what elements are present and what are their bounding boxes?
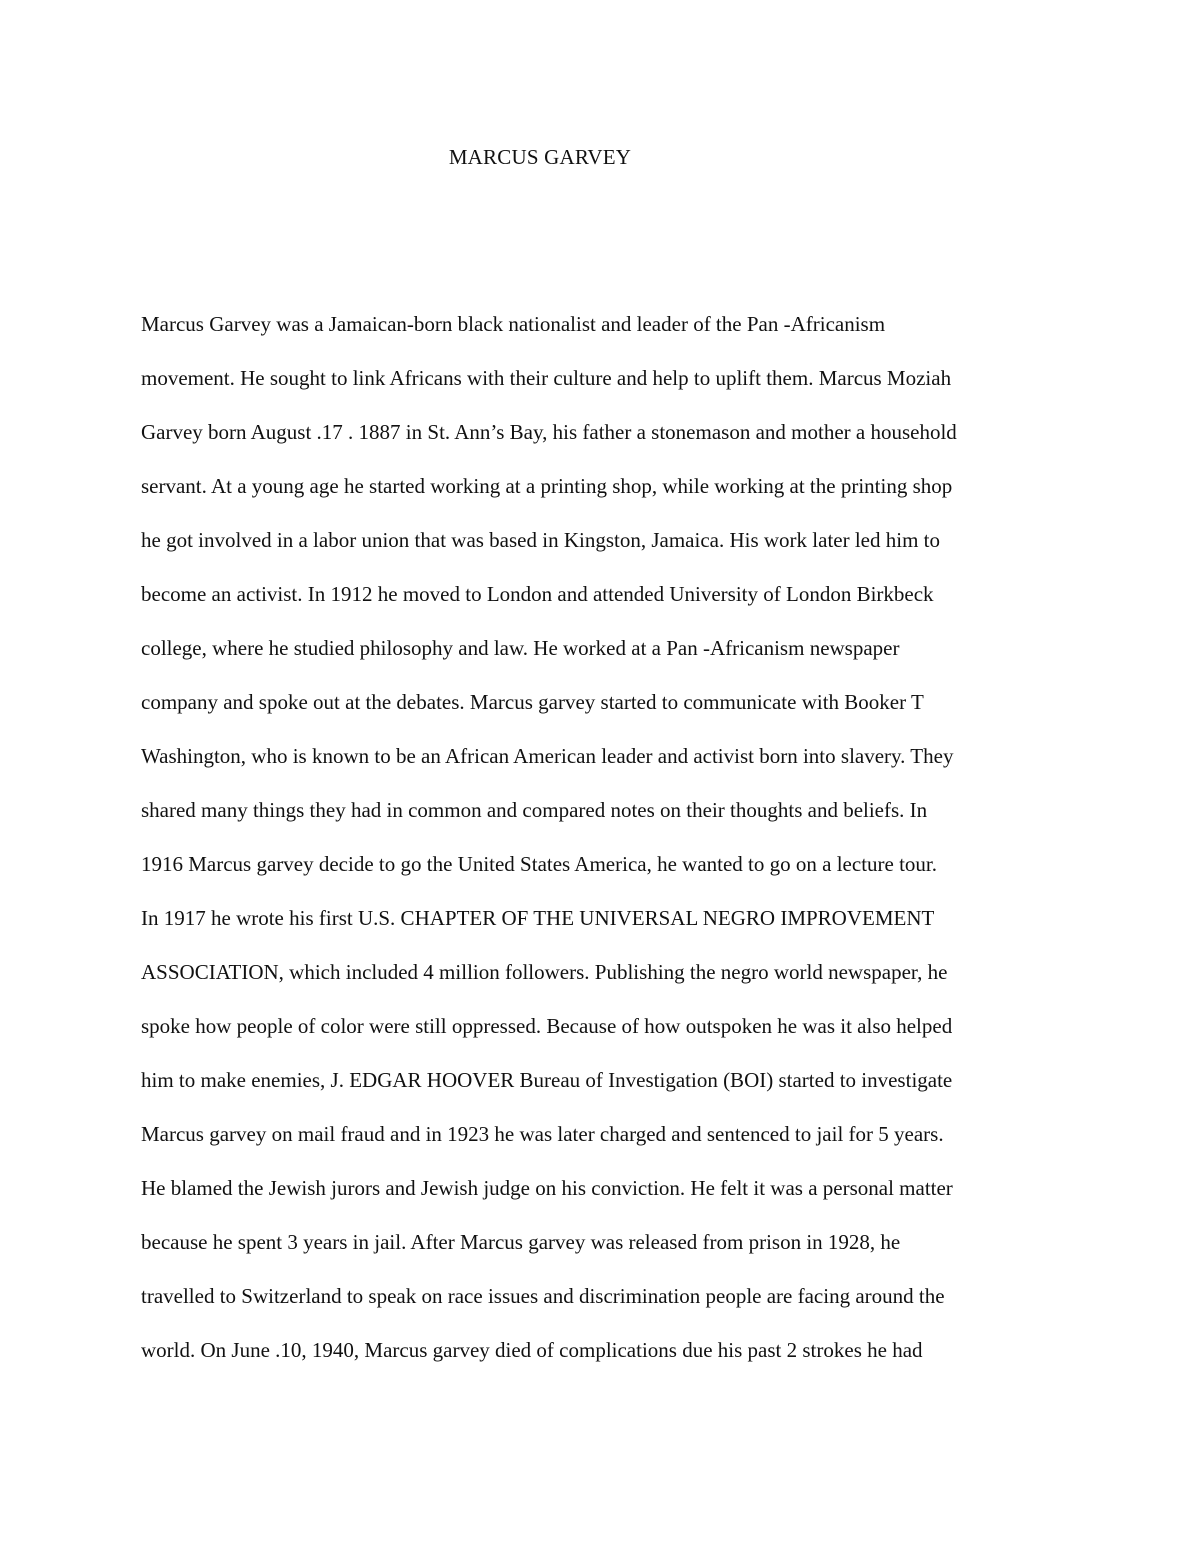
text-line: travelled to Switzerland to speak on race issues and discrimination people are facing around the [141,1284,945,1308]
text-line: shared many things they had in common and compared notes on their thoughts and beliefs. In [141,798,928,822]
text-line: become an activist. In 1912 he moved to London and attended University of London Birkbeck [141,582,934,606]
text-line: ASSOCIATION, which included 4 million followers. Publishing the negro world newspaper, he [141,960,948,984]
text-line: spoke how people of color were still oppressed. Because of how outspoken he was it also helped [141,1014,953,1038]
text-line: Marcus garvey on mail fraud and in 1923 he was later charged and sentenced to jail for 5 years. [141,1122,944,1146]
document-body [141,309,1081,1389]
text-line: Washington, who is known to be an African American leader and activist born into slavery. They [141,744,954,768]
text-line: servant. At a young age he started working at a printing shop, while working at the printing shop [141,474,953,498]
text-line: him to make enemies, J. EDGAR HOOVER Bureau of Investigation (BOI) started to investigate [141,1068,953,1092]
text-line: He blamed the Jewish jurors and Jewish judge on his conviction. He felt it was a personal matter [141,1176,953,1200]
text-line: company and spoke out at the debates. Marcus garvey started to communicate with Booker T [141,690,924,714]
text-line: world. On June .10, 1940, Marcus garvey died of complications due his past 2 strokes he had [141,1338,923,1362]
text-line: Garvey born August .17 . 1887 in St. Ann’s Bay, his father a stonemason and mother a household [141,420,957,444]
text-line: he got involved in a labor union that was based in Kingston, Jamaica. His work later led him to [141,528,941,552]
text-line: college, where he studied philosophy and law. He worked at a Pan -Africanism newspaper [141,636,900,660]
text-line: because he spent 3 years in jail. After Marcus garvey was released from prison in 1928, he [141,1230,901,1254]
text-line: In 1917 he wrote his first U.S. CHAPTER OF THE UNIVERSAL NEGRO IMPROVEMENT [141,906,935,930]
text-line: 1916 Marcus garvey decide to go the United States America, he wanted to go on a lecture tour. [141,852,938,876]
text-line: Marcus Garvey was a Jamaican-born black nationalist and leader of the Pan -Africanism [141,312,886,336]
document-title: MARCUS GARVEY [448,145,632,169]
text-line: movement. He sought to link Africans with their culture and help to uplift them. Marcus Moziah [141,366,952,390]
